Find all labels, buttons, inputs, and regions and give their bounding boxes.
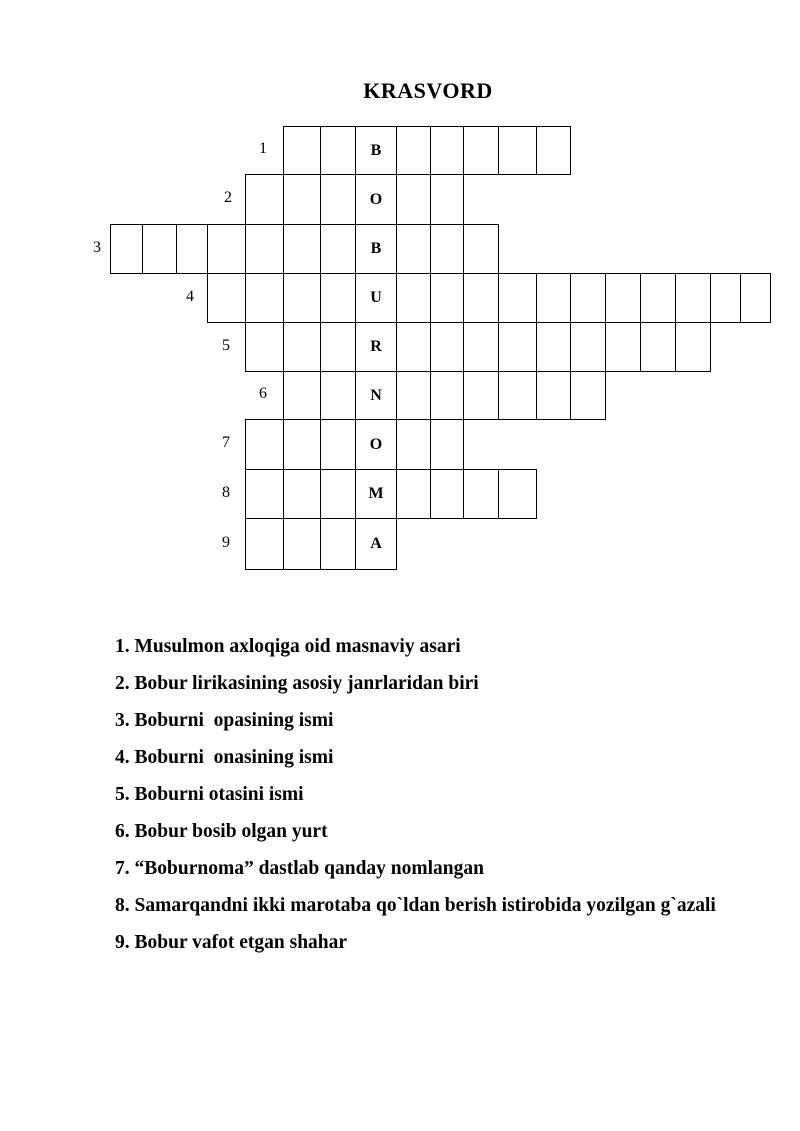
crossword-cell[interactable] bbox=[463, 469, 499, 519]
crossword-cell[interactable] bbox=[430, 469, 464, 519]
crossword-cell[interactable] bbox=[498, 126, 537, 175]
crossword-cell[interactable] bbox=[675, 273, 711, 323]
crossword-cell[interactable] bbox=[320, 126, 356, 175]
crossword-cell[interactable] bbox=[245, 174, 284, 225]
crossword-cell[interactable] bbox=[283, 419, 321, 470]
crossword-cell[interactable] bbox=[463, 126, 499, 175]
crossword-cell[interactable] bbox=[430, 419, 464, 470]
crossword-cell[interactable] bbox=[430, 371, 464, 420]
crossword-cell[interactable] bbox=[245, 273, 284, 323]
clue-3: 3. Boburni opasining ismi bbox=[115, 710, 334, 731]
crossword-cell[interactable] bbox=[245, 518, 284, 570]
crossword-cell[interactable] bbox=[463, 322, 499, 372]
clue-6: 6. Bobur bosib olgan yurt bbox=[115, 821, 328, 842]
key-letter-cell[interactable]: U bbox=[355, 273, 397, 323]
row-number-8: 8 bbox=[222, 483, 230, 501]
crossword-cell[interactable] bbox=[245, 469, 284, 519]
crossword-cell[interactable] bbox=[320, 273, 356, 323]
crossword-cell[interactable] bbox=[396, 469, 431, 519]
crossword-cell[interactable] bbox=[740, 273, 771, 323]
crossword-cell[interactable] bbox=[430, 273, 464, 323]
crossword-cell[interactable] bbox=[245, 224, 284, 274]
crossword-cell[interactable] bbox=[283, 371, 321, 420]
crossword-cell[interactable] bbox=[498, 322, 537, 372]
crossword-cell[interactable] bbox=[207, 273, 246, 323]
key-letter-cell[interactable]: M bbox=[355, 469, 397, 519]
crossword-cell[interactable] bbox=[110, 224, 143, 274]
clue-1: 1. Musulmon axloqiga oid masnaviy asari bbox=[115, 636, 461, 657]
crossword-cell[interactable] bbox=[320, 322, 356, 372]
crossword-cell[interactable] bbox=[396, 322, 431, 372]
clue-7: 7. “Boburnoma” dastlab qanday nomlangan bbox=[115, 858, 484, 879]
crossword-cell[interactable] bbox=[498, 273, 537, 323]
crossword-cell[interactable] bbox=[536, 126, 571, 175]
crossword-cell[interactable] bbox=[283, 174, 321, 225]
row-number-7: 7 bbox=[222, 434, 230, 451]
crossword-cell[interactable] bbox=[320, 224, 356, 274]
crossword-cell[interactable] bbox=[245, 419, 284, 470]
crossword-cell[interactable] bbox=[570, 273, 606, 323]
row-number-4: 4 bbox=[186, 287, 194, 305]
key-letter-cell[interactable]: O bbox=[355, 419, 397, 470]
row-number-3: 3 bbox=[93, 238, 101, 256]
crossword-cell[interactable] bbox=[396, 273, 431, 323]
crossword-cell[interactable] bbox=[320, 518, 356, 570]
row-number-2: 2 bbox=[224, 189, 232, 206]
crossword-cell[interactable] bbox=[498, 371, 537, 420]
crossword-cell[interactable] bbox=[283, 322, 321, 372]
crossword-cell[interactable] bbox=[283, 126, 321, 175]
clue-9: 9. Bobur vafot etgan shahar bbox=[115, 932, 348, 953]
crossword-cell[interactable] bbox=[283, 224, 321, 274]
crossword-cell[interactable] bbox=[320, 174, 356, 225]
row-number-5: 5 bbox=[222, 336, 230, 354]
crossword-cell[interactable] bbox=[142, 224, 177, 274]
crossword-cell[interactable] bbox=[536, 273, 571, 323]
crossword-cell[interactable] bbox=[430, 126, 464, 175]
clue-8: 8. Samarqandni ikki marotaba qo`ldan berish istirobida yozilgan g`azali bbox=[115, 895, 716, 916]
crossword-cell[interactable] bbox=[320, 469, 356, 519]
key-letter-cell[interactable]: O bbox=[355, 174, 397, 225]
crossword-cell[interactable] bbox=[283, 518, 321, 570]
crossword-cell[interactable] bbox=[430, 224, 464, 274]
clue-list bbox=[115, 628, 755, 961]
crossword-cell[interactable] bbox=[396, 419, 431, 470]
key-letter-cell[interactable]: R bbox=[355, 322, 397, 372]
crossword-cell[interactable] bbox=[430, 322, 464, 372]
crossword-cell[interactable] bbox=[176, 224, 208, 274]
crossword-cell[interactable] bbox=[463, 224, 499, 274]
crossword-cell[interactable] bbox=[320, 371, 356, 420]
crossword-cell[interactable] bbox=[710, 273, 741, 323]
crossword-cell[interactable] bbox=[463, 371, 499, 420]
crossword-cell[interactable] bbox=[463, 273, 499, 323]
key-letter-cell[interactable]: B bbox=[355, 126, 397, 175]
clue-5: 5. Boburni otasini ismi bbox=[115, 784, 304, 805]
crossword-cell[interactable] bbox=[207, 224, 246, 274]
key-letter-cell[interactable]: A bbox=[355, 518, 397, 570]
key-letter-cell[interactable]: B bbox=[355, 224, 397, 274]
crossword-cell[interactable] bbox=[245, 322, 284, 372]
crossword-cell[interactable] bbox=[605, 322, 641, 372]
crossword-cell[interactable] bbox=[396, 371, 431, 420]
page-title: KRASVORD bbox=[363, 78, 493, 103]
crossword-cell[interactable] bbox=[283, 273, 321, 323]
crossword-cell[interactable] bbox=[283, 469, 321, 519]
crossword-cell[interactable] bbox=[570, 322, 606, 372]
crossword-cell[interactable] bbox=[430, 174, 464, 225]
clue-4: 4. Boburni onasining ismi bbox=[115, 747, 334, 768]
crossword-cell[interactable] bbox=[640, 322, 676, 372]
key-letter-cell[interactable]: N bbox=[355, 371, 397, 420]
crossword-cell[interactable] bbox=[320, 419, 356, 470]
crossword-cell[interactable] bbox=[605, 273, 641, 323]
row-number-9: 9 bbox=[222, 533, 230, 551]
crossword-cell[interactable] bbox=[536, 371, 571, 420]
crossword-cell[interactable] bbox=[570, 371, 606, 420]
crossword-cell[interactable] bbox=[396, 126, 431, 175]
crossword-cell[interactable] bbox=[396, 224, 431, 274]
crossword-cell[interactable] bbox=[640, 273, 676, 323]
crossword-cell[interactable] bbox=[396, 174, 431, 225]
clue-2: 2. Bobur lirikasining asosiy janrlaridan biri bbox=[115, 673, 479, 694]
crossword-cell[interactable] bbox=[498, 469, 537, 519]
row-number-1: 1 bbox=[259, 140, 267, 157]
row-number-6: 6 bbox=[259, 385, 267, 402]
crossword-cell[interactable] bbox=[675, 322, 711, 372]
crossword-cell[interactable] bbox=[536, 322, 571, 372]
